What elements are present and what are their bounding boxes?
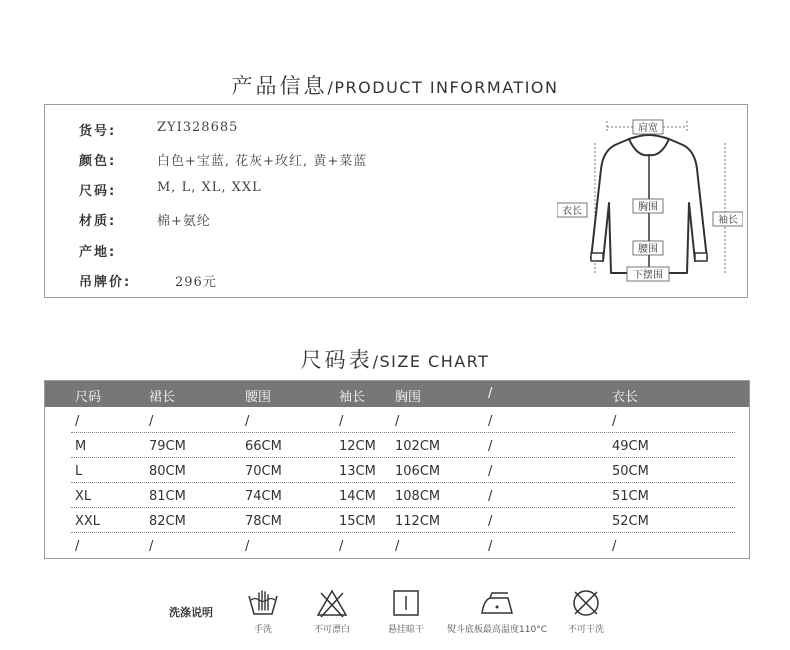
table-cell: 82CM (149, 514, 186, 529)
product-info-title-en: /PRODUCT INFORMATION (327, 78, 559, 97)
table-cell: L (75, 464, 83, 479)
table-cell: 74CM (245, 489, 282, 504)
product-info-title-zh: 产品信息 (231, 74, 328, 98)
hang-dry-icon (391, 588, 421, 618)
table-cell: 81CM (149, 489, 186, 504)
table-cell: / (149, 414, 154, 429)
care-item-no-dry-clean (562, 588, 610, 635)
table-cell: 78CM (245, 514, 282, 529)
table-cell: 14CM (339, 489, 376, 504)
care-label: 手洗 (253, 625, 272, 635)
diagram-label-hem: 下摆围 (633, 270, 663, 281)
size-chart-header (45, 381, 749, 407)
care-instructions-title: 洗涤说明 (169, 606, 213, 619)
info-value: ZYI328685 (157, 120, 239, 135)
table-cell: / (75, 539, 80, 554)
table-cell: M (75, 439, 87, 454)
info-label: 吊牌价: (79, 275, 132, 290)
size-chart-table (44, 380, 750, 559)
care-label: 熨斗底板最高温度110°C (447, 625, 547, 635)
table-cell: / (245, 539, 250, 554)
care-item-iron (442, 588, 552, 635)
table-row (45, 508, 749, 533)
table-cell: 80CM (149, 464, 186, 479)
table-cell: 112CM (395, 514, 441, 529)
table-cell: 108CM (395, 489, 441, 504)
header-cell: 尺码 (75, 390, 102, 405)
header-cell: / (488, 386, 493, 401)
table-cell: / (395, 539, 400, 554)
hand-wash-icon (246, 588, 280, 618)
info-value: 白色+宝蓝, 花灰+玫红, 黄+菜蓝 (157, 154, 368, 169)
table-row (45, 408, 749, 433)
table-cell: 106CM (395, 464, 441, 479)
table-cell: 66CM (245, 439, 282, 454)
table-cell: XL (75, 489, 92, 504)
header-cell: 腰围 (245, 390, 272, 405)
table-cell: 102CM (395, 439, 441, 454)
table-cell: 70CM (245, 464, 282, 479)
table-row (45, 483, 749, 508)
table-cell: 51CM (612, 489, 649, 504)
info-label: 货号: (79, 124, 117, 139)
table-cell: 52CM (612, 514, 649, 529)
product-info-box (44, 104, 748, 298)
table-row (45, 433, 749, 458)
table-cell: / (488, 514, 493, 529)
shirt-measurement-diagram (557, 113, 743, 285)
diagram-label-waist: 腰围 (638, 244, 658, 255)
info-value: 棉+氨纶 (157, 214, 211, 229)
table-cell: / (75, 414, 80, 429)
table-cell: 49CM (612, 439, 649, 454)
table-cell: / (149, 539, 154, 554)
table-row (45, 458, 749, 483)
table-cell: / (339, 539, 344, 554)
info-label: 颜色: (79, 154, 117, 169)
table-cell: / (612, 414, 617, 429)
care-label: 悬挂晾干 (387, 625, 424, 635)
diagram-label-length: 衣长 (562, 206, 582, 217)
table-row (45, 533, 749, 558)
header-cell: 胸围 (395, 390, 422, 405)
table-cell: / (488, 439, 493, 454)
table-cell: / (339, 414, 344, 429)
care-label: 不可干洗 (567, 625, 604, 635)
info-label: 产地: (79, 245, 117, 260)
table-cell: 13CM (339, 464, 376, 479)
iron-icon (478, 588, 516, 618)
no-bleach-icon (315, 588, 349, 618)
size-chart-title (0, 344, 790, 374)
info-label: 材质: (79, 214, 117, 229)
header-cell: 衣长 (612, 390, 639, 405)
table-cell: 15CM (339, 514, 376, 529)
diagram-label-shoulder: 肩宽 (638, 123, 658, 134)
care-item-hang-dry (382, 588, 430, 635)
info-value: 296元 (175, 275, 217, 290)
care-item-hand-wash (243, 588, 283, 635)
size-chart-title-zh: 尺码表 (300, 348, 373, 372)
table-cell: / (612, 539, 617, 554)
care-item-no-bleach (308, 588, 356, 635)
table-cell: XXL (75, 514, 101, 529)
header-cell: 裙长 (149, 390, 176, 405)
product-info-title (0, 70, 790, 100)
table-cell: / (488, 539, 493, 554)
info-value: M, L, XL, XXL (157, 180, 262, 195)
diagram-label-sleeve: 袖长 (718, 215, 738, 226)
table-cell: / (395, 414, 400, 429)
table-cell: 50CM (612, 464, 649, 479)
care-label: 不可漂白 (313, 625, 350, 635)
table-cell: 79CM (149, 439, 186, 454)
table-cell: / (245, 414, 250, 429)
table-cell: / (488, 414, 493, 429)
no-dry-clean-icon (570, 588, 602, 618)
info-label: 尺码: (79, 184, 117, 199)
table-cell: / (488, 464, 493, 479)
diagram-label-chest: 胸围 (638, 202, 658, 213)
table-cell: 12CM (339, 439, 376, 454)
header-cell: 袖长 (339, 390, 366, 405)
table-cell: / (488, 489, 493, 504)
size-chart-title-en: /SIZE CHART (372, 352, 490, 371)
